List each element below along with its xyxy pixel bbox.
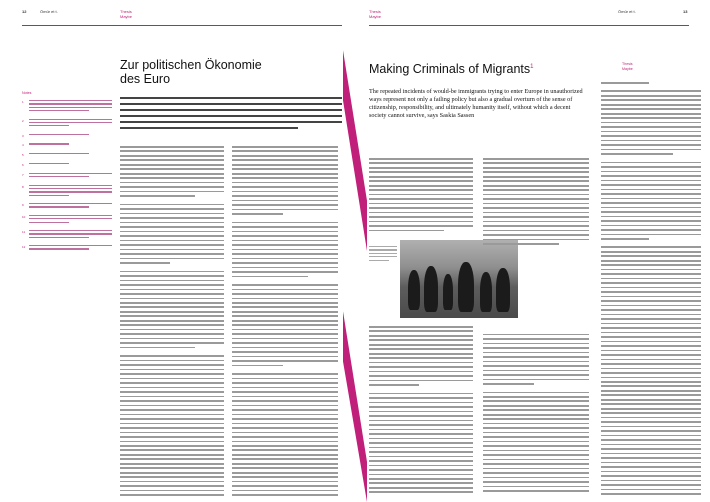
right-running-author: Ömür et t. [618,9,636,14]
left-body-column-1 [120,146,224,496]
left-body-column-2 [232,146,338,496]
right-page [355,0,710,502]
left-notes-label: Notes [22,91,32,95]
left-header-rule [22,25,342,26]
left-title-line1: Zur politischen Ökonomie [120,58,262,72]
right-page-number: 13 [683,9,688,14]
photo-caption [369,246,397,263]
left-running-author: Ömür et t. [40,9,58,14]
right-margin-section-label: Thesis Maybe [622,62,633,71]
left-page-number: 12 [22,9,27,14]
right-title-footnote-ref: 1 [530,63,534,70]
right-page-title [369,62,609,76]
left-page-title [120,58,340,87]
right-title-text: Making Criminals of Migrants [369,62,531,76]
left-section-label: Thesis Maybe [120,9,133,19]
right-body-column-2 [483,158,589,496]
photo-figure [424,266,438,312]
left-footnotes: 1 2 3 4 5 6 7 8 9 10 11 12 [22,100,112,430]
right-section-label: Thesis Maybe [369,9,382,19]
right-body-column-1-top [369,158,473,238]
photo-figure [443,274,453,310]
right-body-column-1 [369,326,473,496]
right-lead-paragraph: The repeated incidents of would-be immigrants trying to enter Europe in unauthorized ways represent not only a failing policy but also a gradual overturn of the sense of citizenship, responsibility, and ultimately humanity itself, without which a decent society cannot survive, says Saskia Sassen [369,88,583,119]
photo-figure [408,270,420,310]
right-header-rule [369,25,689,26]
right-body-column-3 [601,82,701,496]
left-lead-paragraph [120,97,342,139]
photo-figure [458,262,474,312]
left-title-line2: des Euro [120,72,171,87]
